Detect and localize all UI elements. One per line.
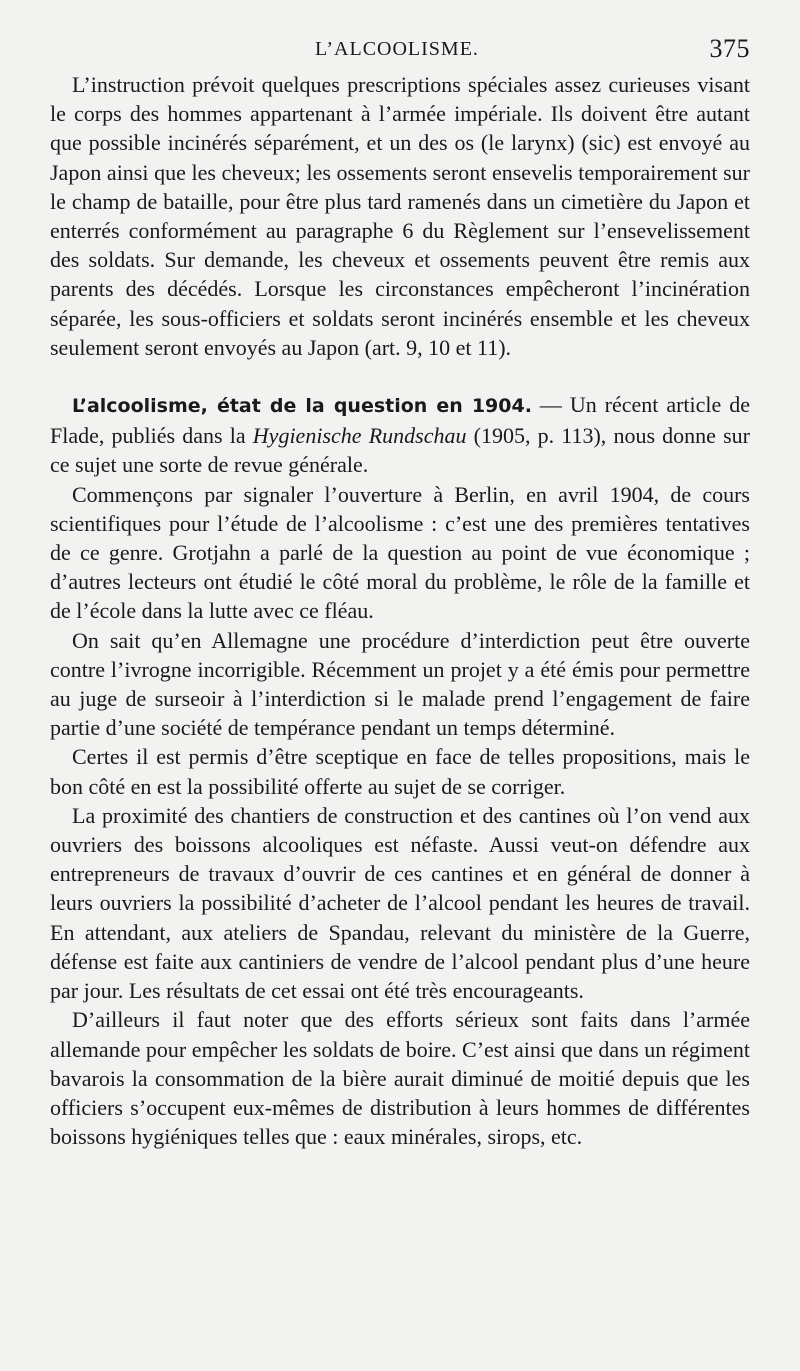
section-intro-end: (1905, p. 113), nous donne sur ce sujet une sorte de revue générale. xyxy=(50,423,750,478)
paragraph-interdiction: On sait qu’en Allemagne une procédure d’interdiction peut être ouverte contre l’ivrogne incorrigible. Récemment un projet y a été émis pour permettre au juge de surseoir à l’interdiction si le malade prend l’engagement de faire partie d’une société de tempérance pendant un temps déterminé. xyxy=(50,627,750,741)
paragraph-section-intro xyxy=(50,390,750,480)
body-text xyxy=(50,70,750,1151)
section-title: L’alcoolisme, état de la question en 1904. xyxy=(72,395,532,418)
running-title: L’ALCOOLISME. xyxy=(315,38,479,60)
journal-title: Hygienische Rundschau xyxy=(252,423,467,449)
paragraph-berlin-courses: Commençons par signaler l’ouverture à Berlin, en avril 1904, de cours scientifiques pour l’étude de l’alcoolisme : c’est une des premières tentatives de ce genre. Grotjahn a parlé de la question au point de vue économique ; d’autres lecteurs ont étudié le côté moral du problème, le rôle de la famille et de l’école dans la lutte avec ce fléau. xyxy=(50,481,750,624)
section-gap xyxy=(50,362,750,390)
section-intro-text: — Un récent article de Flade, publiés dans la xyxy=(50,392,750,449)
page-number: 375 xyxy=(709,34,750,63)
running-head xyxy=(50,30,750,70)
paragraph-japan-cremation: L’instruction prévoit quelques prescriptions spéciales assez curieuses visant le corps des hommes appartenant à l’armée impériale. Ils doivent être autant que possible incinérés séparément, et un des os (le larynx) (sic) est envoyé au Japon ainsi que les cheveux; les ossements seront ensevelis temporairement sur le champ de bataille, pour être plus tard ramenés dans un cimetière du Japon et enterrés conformément au paragraphe 6 du Règlement sur l’ensevelissement des soldats. Sur demande, les cheveux et ossements peuvent être remis aux parents des décédés. Lorsque les circonstances empêcheront l’incinération séparée, les sous-officiers et soldats seront incinérés ensemble et les cheveux seulement seront envoyés au Japon (art. 9, 10 et 11). xyxy=(50,72,750,360)
paragraph-cantines: La proximité des chantiers de construction et des cantines où l’on vend aux ouvriers des boissons alcooliques est néfaste. Aussi veut-on défendre aux entrepreneurs de travaux d’ouvrir de ces cantines et en général de donner à leurs ouvriers la possibilité d’acheter de l’alcool pendant les heures de travail. En attendant, aux ateliers de Spandau, relevant du ministère de la Guerre, défense est faite aux cantiniers de vendre de l’alcool pendant plus d’une heure par jour. Les résultats de cet essai ont été très encourageants. xyxy=(50,802,750,1004)
paragraph-armee: D’ailleurs il faut noter que des efforts sérieux sont faits dans l’armée allemande pour empêcher les soldats de boire. C’est ainsi que dans un régiment bavarois la consommation de la bière aurait diminué de moitié depuis que les officiers s’occupent eux-mêmes de distribution à leurs hommes de différentes boissons hygiéniques telles que : eaux minérales, sirops, etc. xyxy=(50,1007,750,1150)
paragraph-sceptique: Certes il est permis d’être sceptique en face de telles propositions, mais le bon côté en est la possibilité offerte au sujet de se corriger. xyxy=(50,744,750,799)
